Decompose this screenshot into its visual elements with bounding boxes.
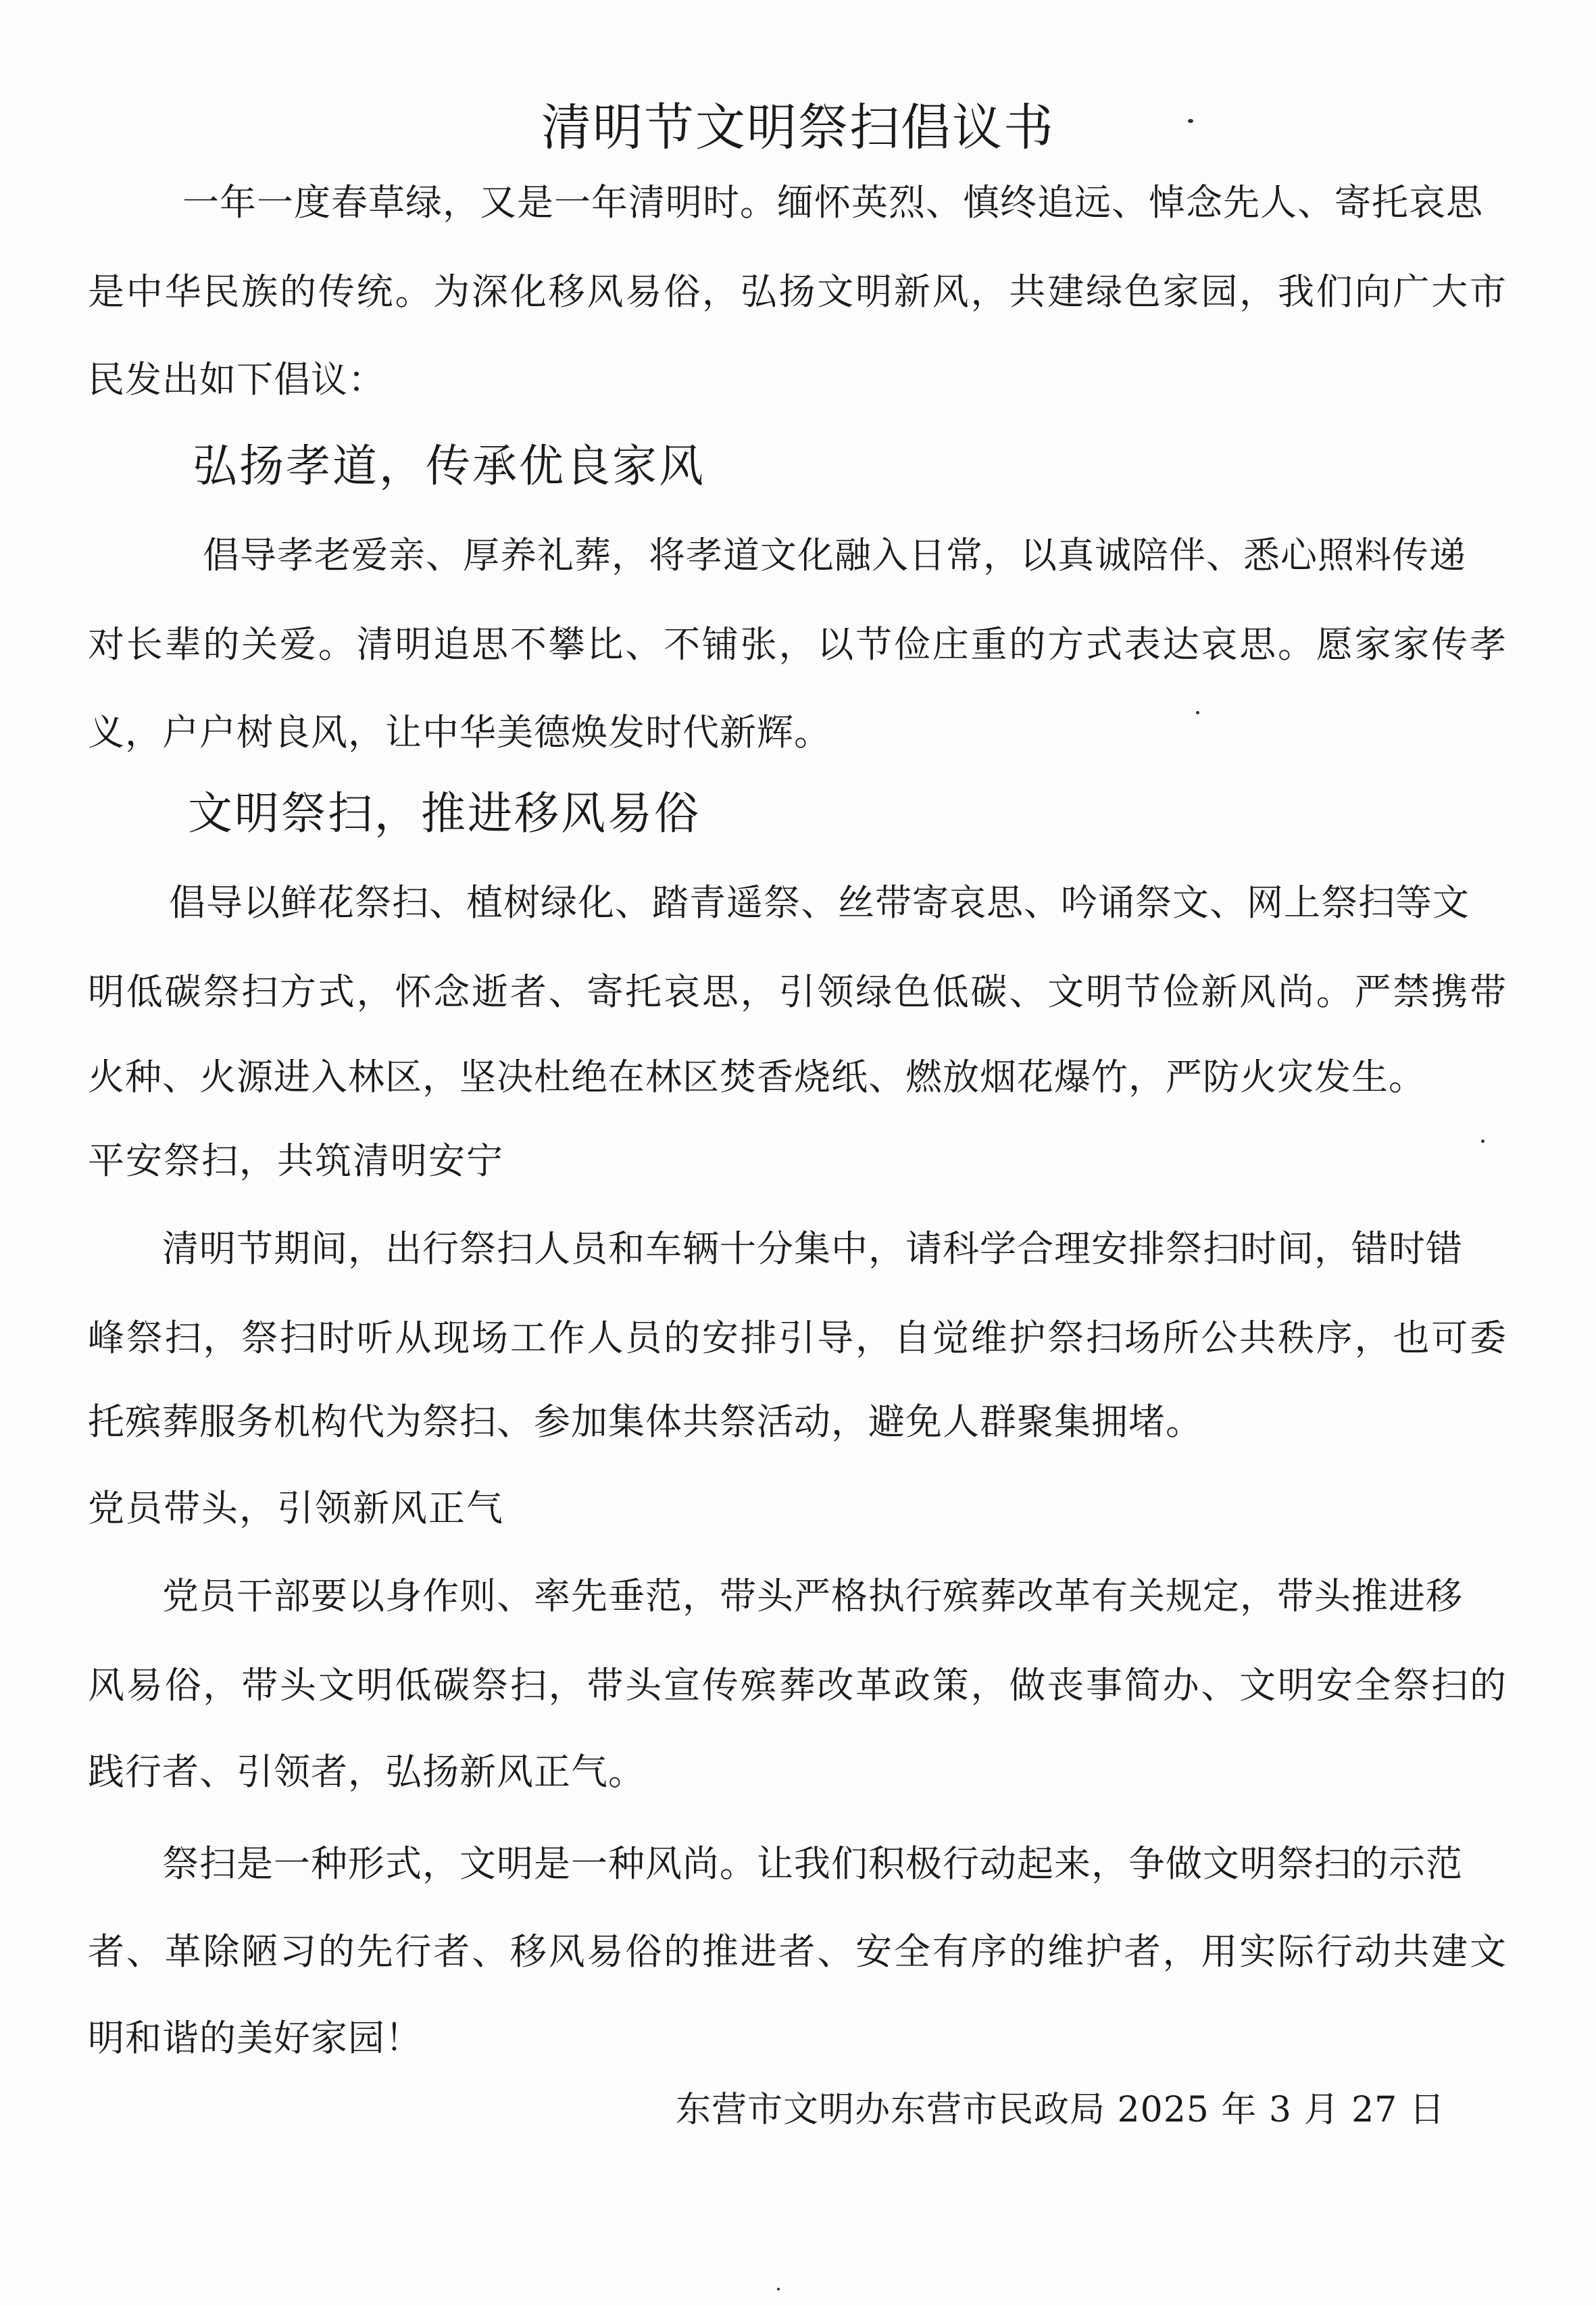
closing-line: 明和谐的美好家园！: [88, 2017, 422, 2059]
closing-line: 祭扫是一种形式，文明是一种风尚。让我们积极行动起来，争做文明祭扫的示范: [162, 1842, 1463, 1885]
section-paragraph-line: 倡导孝老爱亲、厚养礼葬，将孝道文化融入日常，以真诚陪伴、悉心照料传递: [203, 534, 1466, 576]
section-paragraph-line: 倡导以鲜花祭扫、植树绿化、踏青遥祭、丝带寄哀思、吟诵祭文、网上祭扫等文: [169, 881, 1470, 924]
closing-line: 者、革除陋习的先行者、移风易俗的推进者、安全有序的维护者，用实际行动共建文: [88, 1930, 1507, 1973]
section-heading: 弘扬孝道，传承优良家风: [193, 440, 705, 492]
section-paragraph-line: 峰祭扫，祭扫时听从现场工作人员的安排引导，自觉维护祭扫场所公共秩序，也可委: [88, 1317, 1507, 1359]
section-paragraph-line: 对长辈的关爱。清明追思不攀比、不铺张，以节俭庄重的方式表达哀思。愿家家传孝: [88, 623, 1507, 666]
intro-line: 一年一度春草绿，又是一年清明时。缅怀英烈、慎终追远、悼念先人、寄托哀思: [182, 181, 1483, 224]
signature-line: 东营市文明办东营市民政局 2025 年 3 月 27 日: [676, 2090, 1445, 2130]
section-paragraph-line: 风易俗，带头文明低碳祭扫，带头宣传殡葬改革政策，做丧事简办、文明安全祭扫的: [88, 1664, 1507, 1707]
scan-speck: [777, 2288, 780, 2290]
intro-line: 民发出如下倡议：: [88, 358, 385, 401]
section-paragraph-line: 火种、火源进入林区，坚决杜绝在林区焚香烧纸、燃放烟花爆竹，严防火灾发生。: [88, 1056, 1426, 1098]
section-paragraph-line: 明低碳祭扫方式，怀念逝者、寄托哀思，引领绿色低碳、文明节俭新风尚。严禁携带: [88, 971, 1507, 1013]
scan-speck: [1196, 711, 1199, 714]
section-heading: 平安祭扫，共筑清明安宁: [88, 1139, 504, 1182]
section-paragraph-line: 托殡葬服务机构代为祭扫、参加集体共祭活动，避免人群聚集拥堵。: [88, 1400, 1203, 1443]
intro-line: 是中华民族的传统。为深化移风易俗，弘扬文明新风，共建绿色家园，我们向广大市: [88, 270, 1507, 313]
section-heading: 文明祭扫，推进移风易俗: [188, 787, 701, 839]
section-heading: 党员带头，引领新风正气: [88, 1487, 504, 1529]
section-paragraph-line: 义，户户树良风，让中华美德焕发时代新辉。: [88, 711, 831, 754]
document-title: 清明节文明祭扫倡议书: [541, 99, 1055, 157]
section-paragraph-line: 清明节期间，出行祭扫人员和车辆十分集中，请科学合理安排祭扫时间，错时错: [162, 1227, 1463, 1270]
section-paragraph-line: 践行者、引领者，弘扬新风正气。: [88, 1750, 645, 1793]
scan-speck: [1481, 1139, 1485, 1143]
section-paragraph-line: 党员干部要以身作则、率先垂范，带头严格执行殡葬改革有关规定，带头推进移: [162, 1575, 1463, 1617]
